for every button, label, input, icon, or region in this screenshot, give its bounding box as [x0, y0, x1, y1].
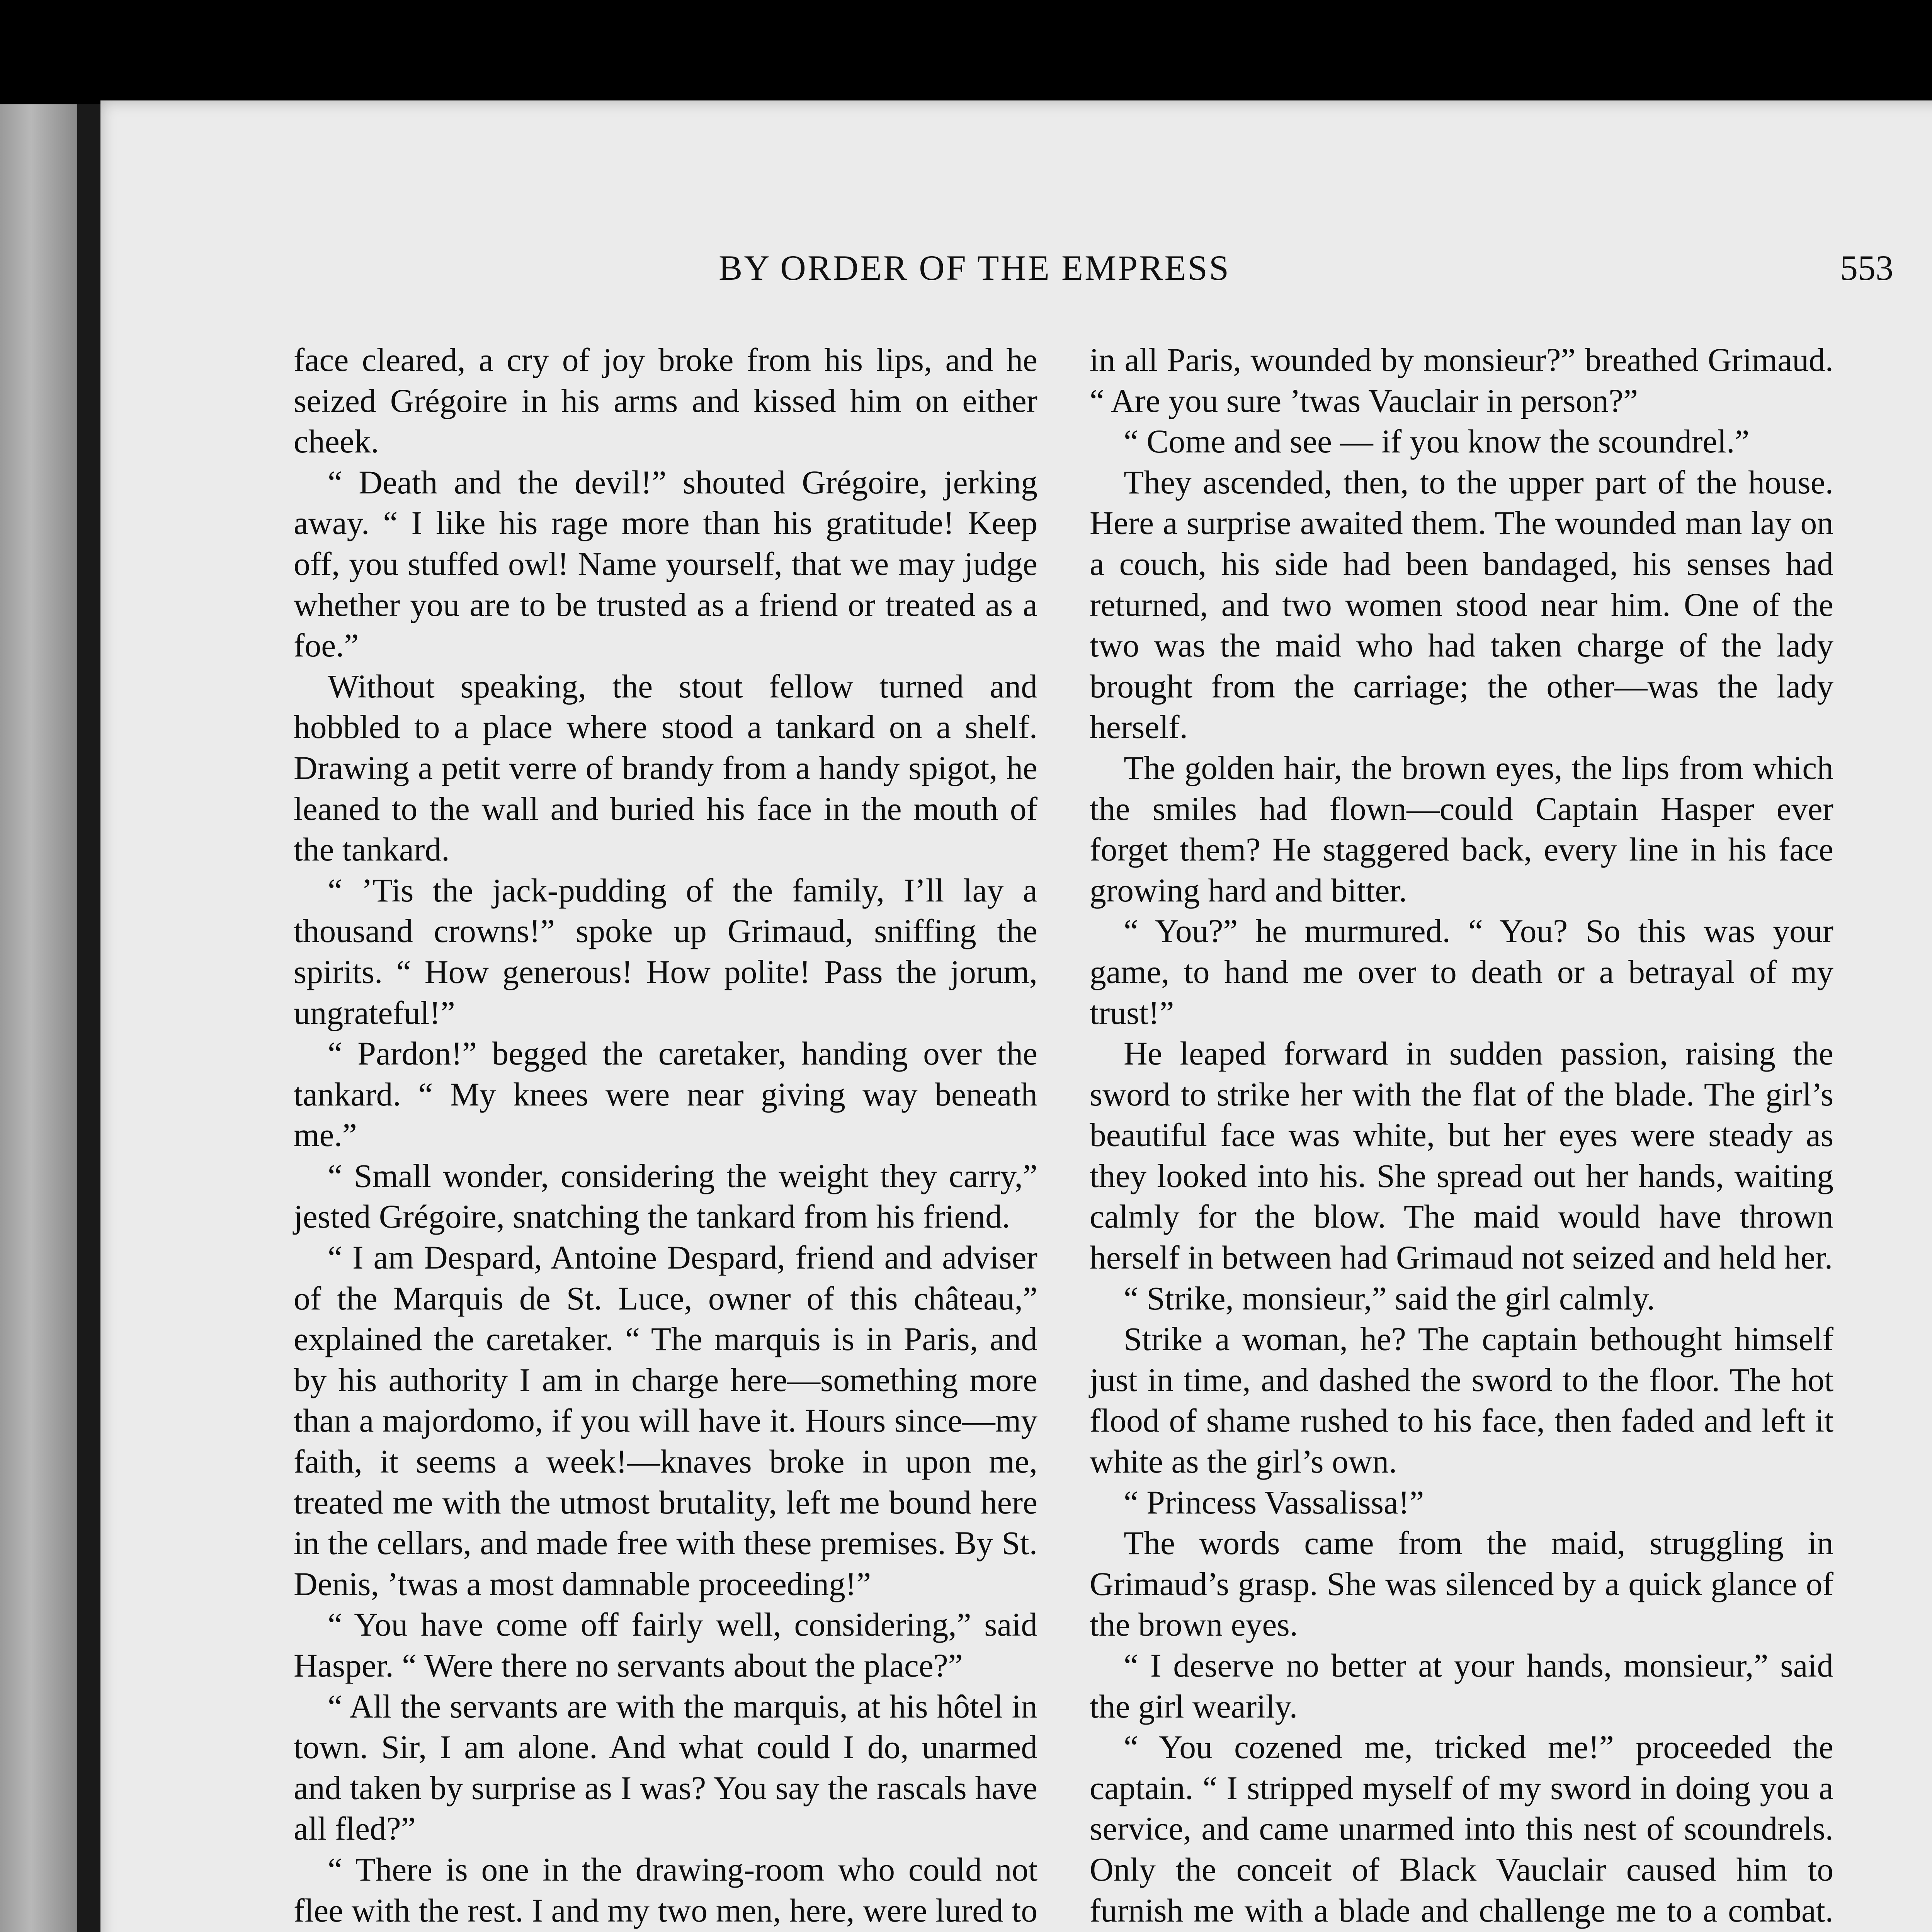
running-head: [100, 247, 1932, 309]
paragraph: “ Come and see — if you know the scoundrel.”: [1124, 423, 1750, 460]
previous-page-edge: [0, 104, 77, 1932]
running-head-title: BY ORDER OF THE EMPRESS: [719, 248, 1231, 287]
paragraph: “ ’Tis the jack-pudding of the family, I’ll lay a thousand crowns!” spoke up Grimaud, sniffing the spirits. “ How generous! How polite! Pass the jorum, ungrateful!”: [294, 872, 1037, 1031]
text-column-left: [294, 340, 1037, 1932]
paragraph: in all Paris, wounded by monsieur?” breathed Grimaud. “ Are you sure ’twas Vauclair in person?”: [1090, 342, 1833, 419]
paragraph: “ You?” he murmured. “ You? So this was your game, to hand me over to death or a betrayal of my trust!”: [1090, 913, 1833, 1031]
paragraph: “ You have come off fairly well, considering,” said Hasper. “ Were there no servants about the place?”: [294, 1607, 1037, 1684]
paragraph: He leaped forward in sudden passion, raising the sword to strike her with the flat of the blade. The girl’s beautiful face was white, but her eyes were steady as they looked into his. She spread out her hands, waiting calmly for the blow. The maid would have thrown herself in between had Grimaud not seized and held her.: [1090, 1036, 1833, 1276]
paragraph: “ You cozened me, tricked me!” proceeded the captain. “ I stripped myself of my sword in doing you a service, and came unarmed into this nest of scoundrels. Only the conceit of Black Vauclair caused him to furnish me with a blade and challenge me to a combat.: [1090, 1729, 1833, 1929]
paragraph: “ Death and the devil!” shouted Grégoire, jerking away. “ I like his rage more than his gratitude! Keep off, you stuffed owl! Name yourself, that we may judge whether you are to be trusted as a friend or treated as a foe.”: [294, 464, 1037, 664]
text-column-right: [1090, 340, 1833, 1932]
paragraph: “ Strike, monsieur,” said the girl calmly.: [1124, 1280, 1655, 1317]
paragraph: The golden hair, the brown eyes, the lips from which the smiles had flown—could Captain Hasper ever forget them? He staggered back, every line in his face growing hard and bitter.: [1090, 750, 1833, 909]
paragraph: “ Pardon!” begged the caretaker, handing over the tankard. “ My knees were near giving way beneath me.”: [294, 1036, 1037, 1154]
paragraph: The words came from the maid, struggling in Grimaud’s grasp. She was silenced by a quick glance of the brown eyes.: [1090, 1525, 1833, 1643]
paragraph: Strike a woman, he? The captain bethought himself just in time, and dashed the sword to the floor. The hot flood of shame rushed to his face, then faded and left it white as the girl’s own.: [1090, 1321, 1833, 1480]
paragraph: Without speaking, the stout fellow turned and hobbled to a place where stood a tankard on a shelf. Drawing a petit verre of brandy from a handy spigot, he leaned to the wall and buried his face in the mouth of the tankard.: [294, 668, 1037, 868]
book-gutter: [77, 104, 100, 1932]
paragraph: “ Small wonder, considering the weight they carry,” jested Grégoire, snatching the tankard from his friend.: [294, 1158, 1037, 1235]
book-page: [100, 100, 1932, 1932]
paragraph: face cleared, a cry of joy broke from his lips, and he seized Grégoire in his arms and kissed him on either cheek.: [294, 342, 1037, 460]
paragraph: “ I deserve no better at your hands, monsieur,” said the girl wearily.: [1090, 1648, 1833, 1725]
paragraph: “ I am Despard, Antoine Despard, friend and adviser of the Marquis de St. Luce, owner of this château,” explained the caretaker. “ The marquis is in Paris, and by his authority I am in charge here—something more than a majordomo, if you will have it. Hours since—my faith, it seems a week!—knaves broke in upon me, treated me with the utmost brutality, left me bound here in the cellars, and made free with these premises. By St. Denis, ’twas a most damnable proceeding!”: [294, 1240, 1037, 1602]
paragraph: “ Princess Vassalissa!”: [1124, 1484, 1424, 1521]
paragraph: “ There is one in the drawing-room who could not flee with the rest. I and my two men, here, were lured to: [294, 1851, 1037, 1929]
paragraph: “ All the servants are with the marquis, at his hôtel in town. Sir, I am alone. And what could I do, unarmed and taken by surprise as I was? You say the rascals have all fled?”: [294, 1688, 1037, 1847]
paragraph: They ascended, then, to the upper part of the house. Here a surprise awaited them. The wounded man lay on a couch, his side had been bandaged, his senses had returned, and two women stood near him. One of the two was the maid who had taken charge of the lady brought from the carriage; the other—was the lady herself.: [1090, 464, 1833, 746]
page-number: 553: [1840, 248, 1893, 287]
